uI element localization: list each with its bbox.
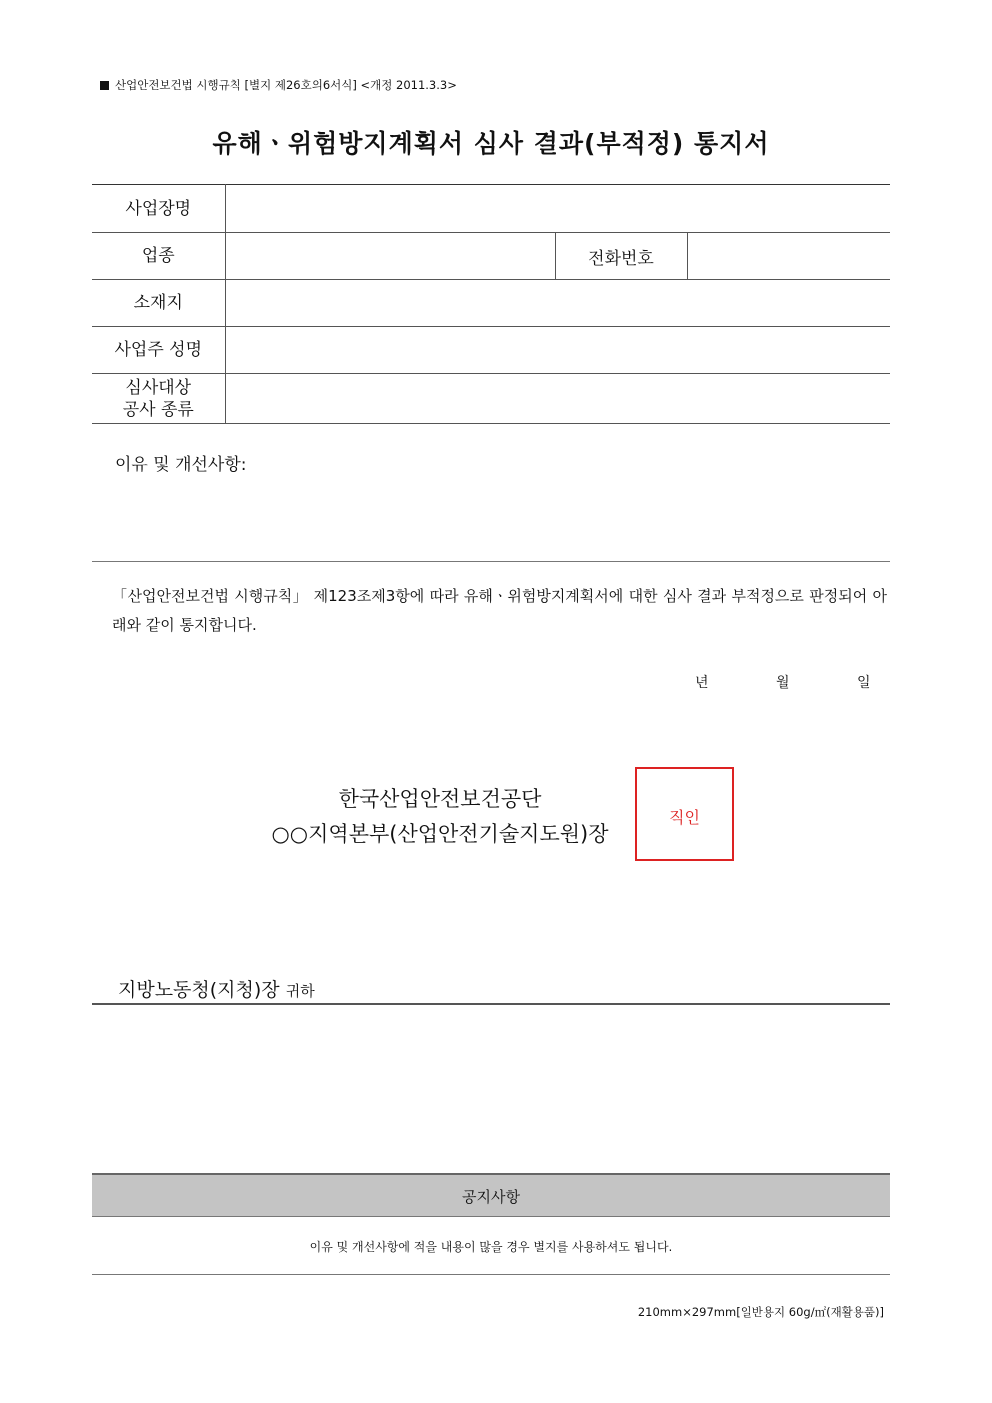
notice-text: 이유 및 개선사항에 적을 내용이 많을 경우 별지를 사용하셔도 됩니다. — [309, 1240, 673, 1254]
notice-heading: 공지사항 — [462, 1188, 520, 1206]
notice-divider — [92, 1274, 890, 1275]
black-square-icon — [100, 81, 109, 90]
industry-label: 업종 — [92, 233, 225, 280]
reason-section-divider — [92, 561, 890, 562]
official-seal-box — [635, 767, 734, 861]
phone-label: 전화번호 — [555, 233, 687, 280]
document-title: 유해ㆍ위험방지계획서 심사 결과(부적정) 통지서 — [212, 129, 770, 158]
recipient-name: 지방노동청(지청)장 — [118, 979, 280, 1001]
recipient-divider — [92, 1003, 890, 1005]
applicant-info-table — [92, 184, 890, 424]
issuer-organization: 한국산업안전보건공단 — [338, 787, 542, 811]
review-target-field[interactable] — [225, 374, 890, 424]
owner-name-field[interactable] — [225, 327, 890, 374]
owner-name-label: 사업주 성명 — [92, 327, 225, 374]
form-reference-note — [100, 77, 457, 93]
date-day: 일 — [857, 675, 871, 691]
paper-spec-footer: 210mm×297mm[일반용지 60g/㎡(재활용품)] — [637, 1305, 884, 1319]
issuer-title: ○○지역본부(산업안전기술지도원)장 — [271, 822, 609, 846]
form-reference-text: 산업안전보건법 시행규칙 [별지 제26호의6서식] <개정 2011.3.3> — [115, 78, 457, 92]
date-month: 월 — [776, 675, 790, 691]
workplace-name-label: 사업장명 — [92, 185, 225, 233]
location-field[interactable] — [225, 280, 890, 327]
recipient-honorific: 귀하 — [285, 982, 315, 1000]
seal-label: 직인 — [669, 808, 700, 827]
recipient-line — [118, 975, 315, 1002]
review-target-label — [92, 374, 225, 424]
workplace-name-field[interactable] — [225, 185, 890, 233]
notice-header — [92, 1173, 890, 1217]
legal-basis-text: 「산업안전보건법 시행규칙」 제123조제3항에 따라 유해ㆍ위험방지계획서에 대한 심사 결과 부적정으로 판정되어 아래와 같이 통지합니다. — [112, 587, 887, 634]
date-year: 년 — [695, 675, 709, 691]
review-target-label-line1: 심사대상 — [125, 377, 192, 398]
review-target-label-line2: 공사 종류 — [122, 399, 194, 420]
location-label: 소재지 — [92, 280, 225, 327]
reason-label: 이유 및 개선사항: — [115, 455, 247, 475]
phone-field[interactable] — [687, 233, 890, 280]
industry-field[interactable] — [225, 233, 555, 280]
